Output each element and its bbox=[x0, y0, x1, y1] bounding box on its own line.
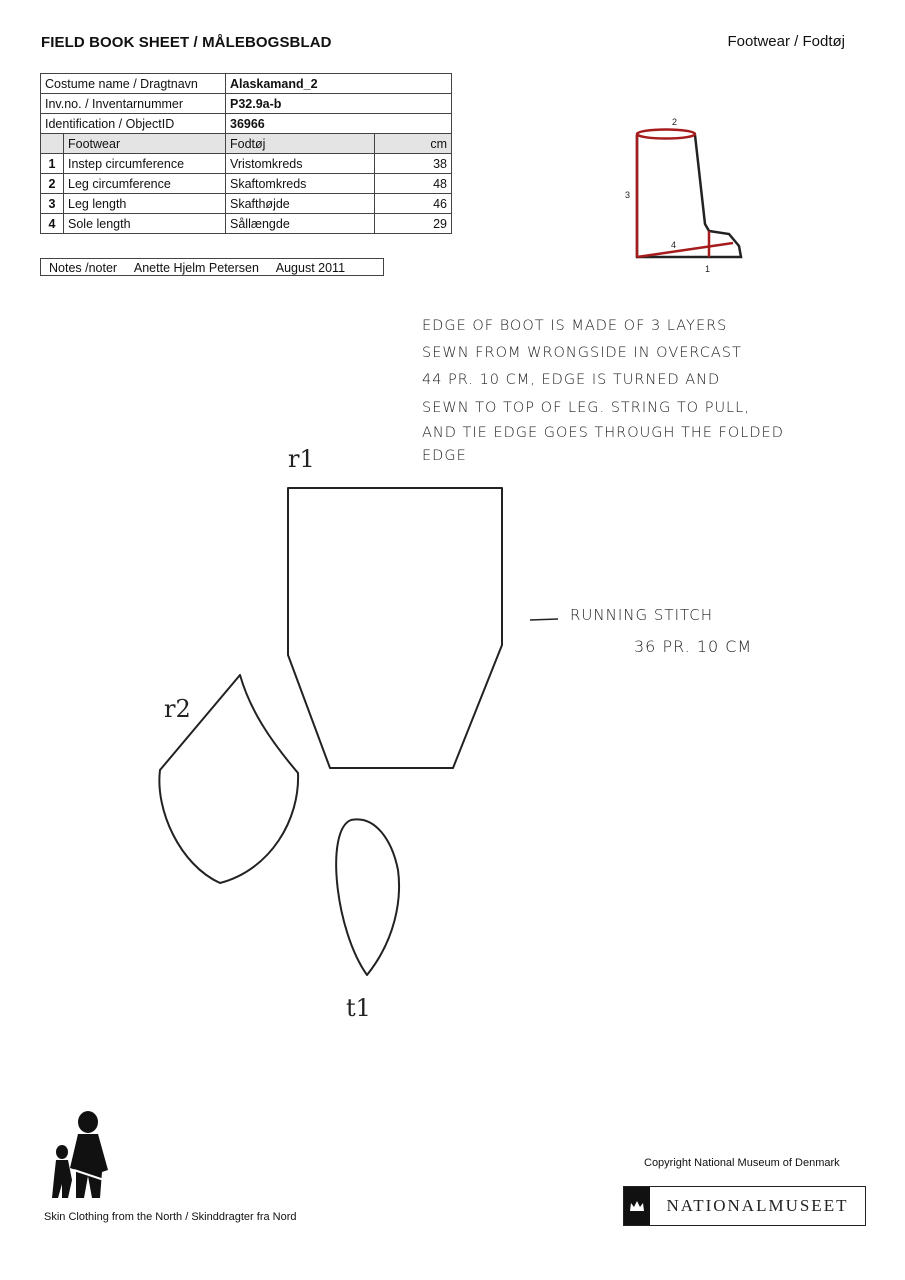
handwritten-note-line: AND TIE EDGE GOES THROUGH THE FOLDED bbox=[422, 425, 784, 441]
row-number: 1 bbox=[41, 154, 64, 174]
id-value: 36966 bbox=[226, 114, 452, 134]
diagram-label-4: 4 bbox=[671, 240, 677, 250]
table-row bbox=[41, 174, 452, 194]
piece-label-r2: r2 bbox=[164, 695, 191, 723]
header-fodtoj: Fodtøj bbox=[226, 134, 375, 154]
notes-author: Anette Hjelm Petersen bbox=[133, 261, 259, 275]
table-row bbox=[41, 194, 452, 214]
handwritten-note-line: EDGE OF BOOT IS MADE OF 3 LAYERS bbox=[422, 318, 728, 334]
page-title: FIELD BOOK SHEET / MÅLEBOGSBLAD bbox=[41, 34, 332, 51]
piece-label-t1: t1 bbox=[346, 994, 371, 1022]
nationalmuseet-logo bbox=[623, 1186, 866, 1226]
stitch-note-line2: 36 PR. 10 CM bbox=[634, 637, 753, 656]
table-row bbox=[41, 154, 452, 174]
inv-value: P32.9a-b bbox=[226, 94, 452, 114]
table-row bbox=[41, 114, 452, 134]
notes-label: Notes /noter bbox=[49, 261, 118, 275]
table-cell bbox=[41, 134, 64, 154]
row-label-da: Vristomkreds bbox=[226, 154, 375, 174]
row-value: 46 bbox=[375, 194, 452, 214]
table-header-row bbox=[41, 134, 452, 154]
stitch-pointer-line bbox=[530, 619, 558, 620]
inv-label: Inv.no. / Inventarnummer bbox=[41, 94, 226, 114]
boot-outline bbox=[637, 135, 741, 257]
stitch-note-line1: RUNNING STITCH bbox=[570, 606, 714, 624]
header-footwear: Footwear bbox=[64, 134, 226, 154]
row-label-da: Skafthøjde bbox=[226, 194, 375, 214]
handwritten-note-line: EDGE bbox=[422, 448, 467, 464]
sole-length-marker bbox=[637, 243, 733, 257]
row-value: 38 bbox=[375, 154, 452, 174]
row-number: 3 bbox=[41, 194, 64, 214]
crown-icon bbox=[624, 1187, 650, 1225]
pattern-drawing bbox=[140, 470, 560, 1030]
boot-diagram bbox=[615, 112, 755, 277]
row-label-en: Sole length bbox=[64, 214, 226, 234]
costume-value: Alaskamand_2 bbox=[226, 74, 452, 94]
category-label: Footwear / Fodtøj bbox=[727, 33, 845, 50]
row-label-en: Leg circumference bbox=[64, 174, 226, 194]
skin-clothing-logo bbox=[48, 1110, 128, 1202]
row-label-da: Skaftomkreds bbox=[226, 174, 375, 194]
costume-label: Costume name / Dragtnavn bbox=[41, 74, 226, 94]
id-label: Identification / ObjectID bbox=[41, 114, 226, 134]
header-cm: cm bbox=[375, 134, 452, 154]
handwritten-note-line: SEWN TO TOP OF LEG. STRING TO PULL, bbox=[422, 400, 750, 416]
row-number: 4 bbox=[41, 214, 64, 234]
row-value: 29 bbox=[375, 214, 452, 234]
copyright-text: Copyright National Museum of Denmark bbox=[644, 1157, 840, 1169]
notes-box bbox=[40, 258, 384, 276]
row-label-en: Leg length bbox=[64, 194, 226, 214]
pattern-piece-r1 bbox=[288, 488, 502, 768]
notes-date: August 2011 bbox=[275, 261, 346, 275]
diagram-label-3: 3 bbox=[625, 190, 631, 200]
diagram-label-2: 2 bbox=[672, 117, 678, 127]
handwritten-note-line: SEWN FROM WRONGSIDE IN OVERCAST bbox=[422, 345, 742, 361]
measurement-table bbox=[40, 73, 452, 234]
handwritten-note-line: 44 PR. 10 CM, EDGE IS TURNED AND bbox=[422, 372, 721, 388]
pattern-piece-t1 bbox=[336, 819, 399, 975]
row-label-da: Sållængde bbox=[226, 214, 375, 234]
table-row bbox=[41, 94, 452, 114]
table-row bbox=[41, 74, 452, 94]
piece-label-r1: r1 bbox=[288, 445, 315, 473]
museum-name: NATIONALMUSEET bbox=[666, 1196, 849, 1215]
row-number: 2 bbox=[41, 174, 64, 194]
leg-circumference-marker bbox=[637, 130, 695, 139]
row-label-en: Instep circumference bbox=[64, 154, 226, 174]
table-row bbox=[41, 214, 452, 234]
project-name: Skin Clothing from the North / Skinddragter fra Nord bbox=[44, 1211, 297, 1223]
row-value: 48 bbox=[375, 174, 452, 194]
diagram-label-1: 1 bbox=[705, 264, 711, 274]
